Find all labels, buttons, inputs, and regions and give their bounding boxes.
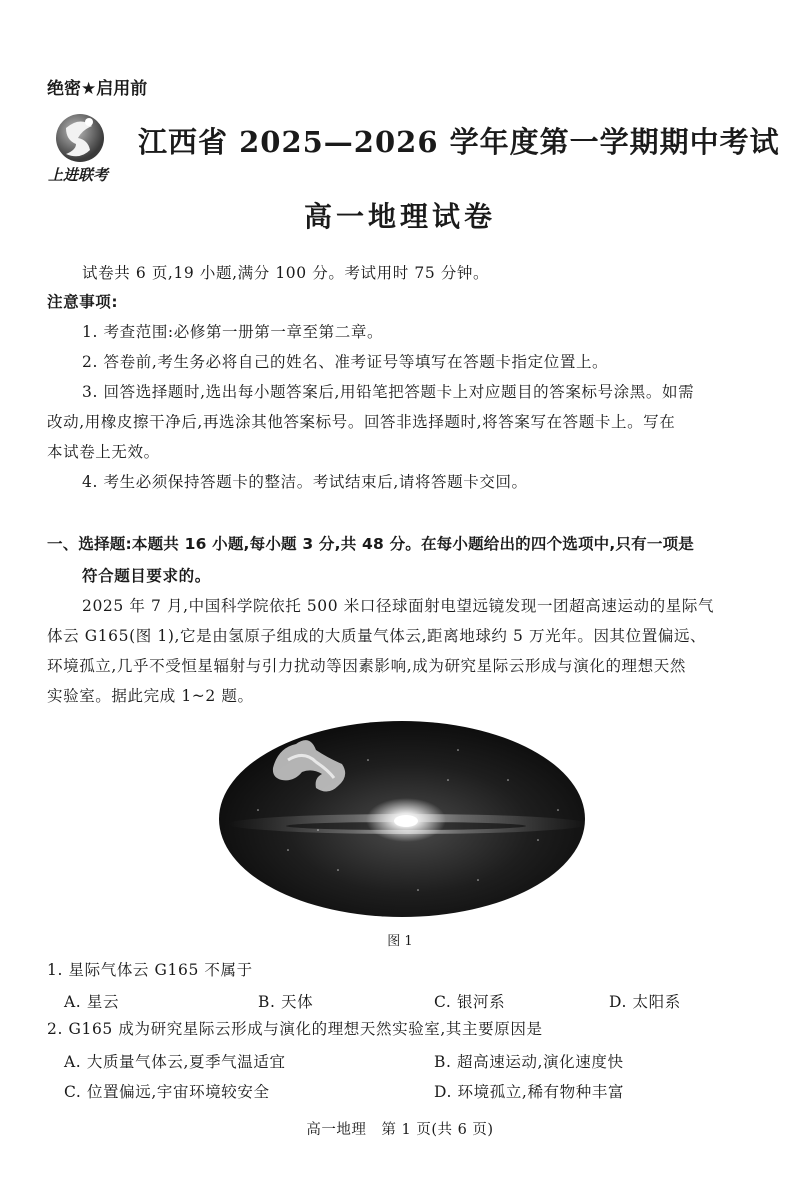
exam-intro: 试卷共 6 页,19 小题,满分 100 分。考试用时 75 分钟。 <box>82 264 490 282</box>
notice-item-2: 2. 答卷前,考生务必将自己的姓名、准考证号等填写在答题卡指定位置上。 <box>82 353 609 371</box>
question-2-option-b: B. 超高速运动,演化速度快 <box>434 1053 624 1071</box>
figure-caption: 图 1 <box>387 934 413 949</box>
confidential-label: 绝密★启用前 <box>47 79 148 99</box>
galaxy-sky-map <box>218 720 586 918</box>
question-1-option-a: A. 星云 <box>64 993 120 1011</box>
question-2-option-c: C. 位置偏远,宇宙环境较安全 <box>64 1083 270 1101</box>
question-1-option-c: C. 银河系 <box>434 993 506 1011</box>
passage-line-3: 环境孤立,几乎不受恒星辐射与引力扰动等因素影响,成为研究星际云形成与演化的理想天然 <box>47 657 686 675</box>
passage-line-1: 2025 年 7 月,中国科学院依托 500 米口径球面射电望远镜发现一团超高速运动的星际气 <box>82 597 715 615</box>
exam-title: 江西省 2025—2026 学年度第一学期期中考试 <box>138 125 780 159</box>
exam-logo <box>44 108 124 184</box>
subject-title: 高一地理试卷 <box>303 200 496 233</box>
question-2-option-a: A. 大质量气体云,夏季气温适宜 <box>64 1053 286 1071</box>
notice-item-3-line-1: 3. 回答选择题时,选出每小题答案后,用铅笔把答题卡上对应题目的答案标号涂黑。如需 <box>82 383 695 401</box>
notice-heading: 注意事项: <box>47 293 119 311</box>
question-1-option-b: B. 天体 <box>258 993 314 1011</box>
notice-item-3-line-3: 本试卷上无效。 <box>47 443 160 461</box>
question-2-option-d: D. 环境孤立,稀有物种丰富 <box>434 1083 625 1101</box>
passage-line-4: 实验室。据此完成 1~2 题。 <box>47 687 254 705</box>
galaxy-figure <box>218 720 586 918</box>
passage-line-2: 体云 G165(图 1),它是由氢原子组成的大质量气体云,距离地球约 5 万光年。因其位置偏远、 <box>47 627 707 645</box>
question-2-stem: 2. G165 成为研究星际云形成与演化的理想天然实验室,其主要原因是 <box>47 1020 543 1038</box>
notice-item-1: 1. 考查范围:必修第一册第一章至第二章。 <box>82 323 384 341</box>
notice-item-4: 4. 考生必须保持答题卡的整洁。考试结束后,请将答题卡交回。 <box>82 473 528 491</box>
notice-item-3-line-2: 改动,用橡皮擦干净后,再选涂其他答案标号。回答非选择题时,将答案写在答题卡上。写在 <box>47 413 676 431</box>
logo-text: 上进联考 <box>48 166 109 184</box>
page-footer: 高一地理 第 1 页(共 6 页) <box>306 1122 494 1138</box>
question-1-stem: 1. 星际气体云 G165 不属于 <box>47 961 253 979</box>
section-1-heading-line-2: 符合题目要求的。 <box>82 567 211 585</box>
section-1-heading-line-1: 一、选择题:本题共 16 小题,每小题 3 分,共 48 分。在每小题给出的四个选项中,只有一项是 <box>47 535 694 553</box>
question-1-option-d: D. 太阳系 <box>609 993 681 1011</box>
